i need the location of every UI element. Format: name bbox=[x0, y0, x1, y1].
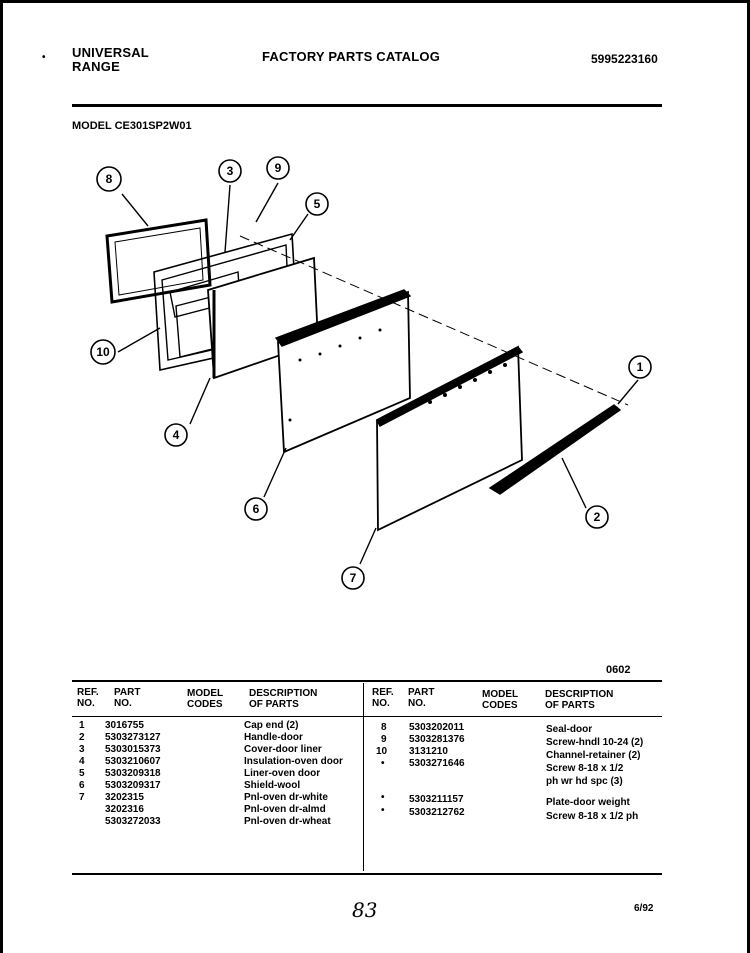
catalog-number: 5995223160 bbox=[591, 52, 658, 66]
left-desc-1: Cap end (2) bbox=[244, 720, 299, 731]
left-desc-2: Handle-door bbox=[244, 732, 303, 743]
right-desc-3: Channel-retainer (2) bbox=[546, 750, 641, 761]
callout-7: 7 bbox=[349, 571, 357, 585]
header-codes-right: MODEL CODES bbox=[482, 689, 519, 711]
right-part-4: 5303271646 bbox=[409, 758, 465, 769]
right-part-7: 5303212762 bbox=[409, 807, 465, 818]
left-desc-4: Insulation-oven door bbox=[244, 756, 343, 767]
left-part-5: 5303209318 bbox=[105, 768, 161, 779]
header-ref: REF. NO. bbox=[77, 687, 99, 709]
left-part-2: 5303273127 bbox=[105, 732, 161, 743]
right-part-2: 5303281376 bbox=[409, 734, 465, 745]
left-part-6: 5303209317 bbox=[105, 780, 161, 791]
callout-3: 3 bbox=[226, 164, 234, 178]
callout-9: 9 bbox=[274, 161, 282, 175]
left-desc-5: Liner-oven door bbox=[244, 768, 321, 779]
right-desc-1: Seal-door bbox=[546, 724, 593, 735]
right-desc-5: ph wr hd spc (3) bbox=[546, 776, 623, 787]
callout-6: 6 bbox=[252, 502, 260, 516]
exploded-parts-diagram bbox=[0, 140, 750, 610]
right-part-1: 5303202011 bbox=[409, 722, 465, 733]
table-bottom-rule bbox=[72, 873, 662, 875]
callout-8: 8 bbox=[105, 172, 113, 186]
brand-line1: UNIVERSAL bbox=[72, 45, 149, 60]
header-ref-right: REF. NO. bbox=[372, 687, 394, 709]
margin-dot: • bbox=[42, 52, 46, 63]
right-part-6: 5303211157 bbox=[409, 794, 464, 805]
brand-line2: RANGE bbox=[72, 59, 120, 74]
table-top-rule bbox=[72, 680, 662, 682]
brand bbox=[72, 46, 149, 74]
handwritten-page-mark: 83 bbox=[352, 898, 378, 922]
right-desc-2: Screw-hndl 10-24 (2) bbox=[546, 737, 644, 748]
right-ref-4: • bbox=[381, 758, 385, 769]
left-part-1: 3016755 bbox=[105, 720, 144, 731]
left-desc-8: Pnl-oven dr-almd bbox=[244, 804, 326, 815]
left-ref-7: 7 bbox=[79, 792, 85, 803]
right-desc-4: Screw 8-18 x 1/2 bbox=[546, 763, 624, 774]
callout-5: 5 bbox=[313, 197, 321, 211]
header-desc: DESCRIPTION OF PARTS bbox=[249, 688, 318, 710]
catalog-title: FACTORY PARTS CATALOG bbox=[262, 49, 441, 64]
callout-10: 10 bbox=[96, 345, 110, 359]
left-ref-1: 1 bbox=[79, 720, 85, 731]
header-part-right: PART NO. bbox=[408, 687, 435, 709]
header-codes: MODEL CODES bbox=[187, 688, 224, 710]
left-part-9: 5303272033 bbox=[105, 816, 161, 827]
left-ref-3: 3 bbox=[79, 744, 85, 755]
left-part-3: 5303015373 bbox=[105, 744, 161, 755]
right-ref-2: 9 bbox=[381, 734, 387, 745]
revision-date: 6/92 bbox=[634, 903, 654, 914]
right-desc-7: Screw 8-18 x 1/2 ph bbox=[546, 811, 639, 822]
right-desc-6: Plate-door weight bbox=[546, 797, 630, 808]
callout-4: 4 bbox=[172, 428, 180, 442]
right-ref-1: 8 bbox=[381, 722, 387, 733]
left-ref-5: 5 bbox=[79, 768, 85, 779]
header-rule bbox=[72, 104, 662, 107]
left-ref-2: 2 bbox=[79, 732, 85, 743]
left-part-4: 5303210607 bbox=[105, 756, 161, 767]
right-ref-3: 10 bbox=[376, 746, 388, 757]
header-part: PART NO. bbox=[114, 687, 141, 709]
right-part-3: 3131210 bbox=[409, 746, 448, 757]
left-part-7: 3202315 bbox=[105, 792, 144, 803]
left-desc-9: Pnl-oven dr-wheat bbox=[244, 816, 331, 827]
callout-2: 2 bbox=[593, 510, 601, 524]
table-column-divider bbox=[363, 683, 364, 871]
left-ref-6: 6 bbox=[79, 780, 85, 791]
left-desc-3: Cover-door liner bbox=[244, 744, 322, 755]
left-desc-6: Shield-wool bbox=[244, 780, 301, 791]
section-code: 0602 bbox=[606, 664, 631, 676]
table-header-rule bbox=[72, 716, 662, 717]
right-ref-6: • bbox=[381, 792, 385, 803]
header-desc-right: DESCRIPTION OF PARTS bbox=[545, 689, 614, 711]
model-number: MODEL CE301SP2W01 bbox=[72, 120, 192, 132]
left-part-8: 3202316 bbox=[105, 804, 144, 815]
left-ref-4: 4 bbox=[79, 756, 85, 767]
right-ref-7: • bbox=[381, 805, 385, 816]
callout-1: 1 bbox=[636, 360, 644, 374]
left-desc-7: Pnl-oven dr-white bbox=[244, 792, 328, 803]
